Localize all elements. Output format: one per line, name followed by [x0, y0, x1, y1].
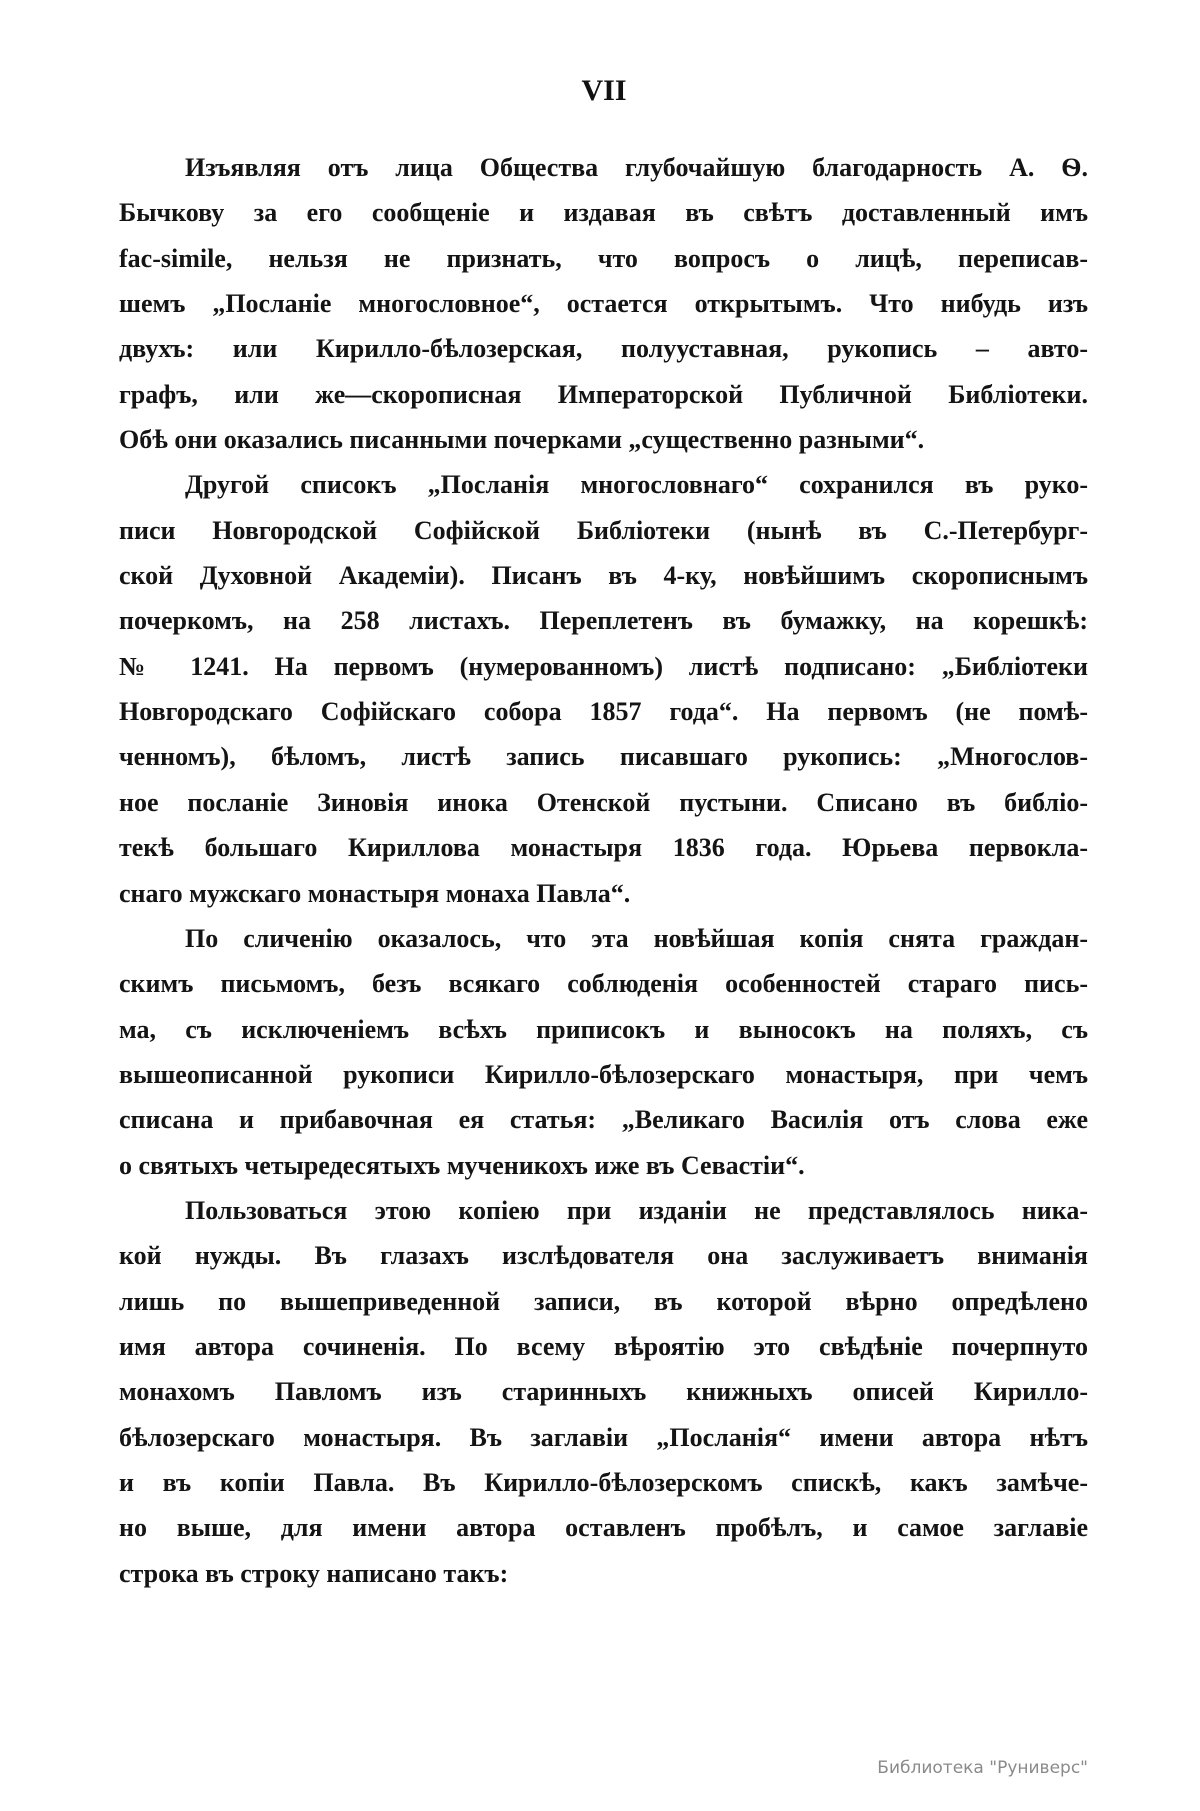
paragraph	[119, 1188, 1088, 1596]
text-line: о святыхъ четыредесятыхъ мученикохъ иже въ Севастіи“.	[119, 1150, 805, 1180]
text-line: Пользоваться этою копіею при изданіи не представлялось ника-	[185, 1195, 1088, 1225]
text-line: скимъ письмомъ, безъ всякаго соблюденія особенностей стараго пись-	[119, 969, 1088, 999]
text-line: имя автора сочиненія. По всему вѣроятію это свѣдѣніе почерпнуто	[119, 1331, 1088, 1361]
text-line: ченномъ), бѣломъ, листѣ запись писавшаго рукопись: „Многослов-	[119, 742, 1088, 772]
text-line: Изъявляя отъ лица Общества глубочайшую благодарность А. Ѳ.	[185, 153, 1088, 182]
text-line: ма, съ исключеніемъ всѣхъ приписокъ и выносокъ на поляхъ, съ	[119, 1014, 1088, 1044]
text-line: почеркомъ, на 258 листахъ. Переплетенъ въ бумажку, на корешкѣ:	[119, 606, 1088, 636]
text-line: бѣлозерскаго монастыря. Въ заглавіи „Посланія“ имени автора нѣтъ	[119, 1422, 1088, 1452]
text-line: По сличенію оказалось, что эта новѣйшая копія снята граждан-	[185, 923, 1088, 953]
text-line: двухъ: или Кирилло-бѣлозерская, полууставная, рукопись – авто-	[119, 334, 1088, 364]
text-line: шемъ „Посланіе многословное“, остается открытымъ. Что нибудь изъ	[119, 289, 1088, 319]
text-line: ской Духовной Академіи). Писанъ въ 4-ку, новѣйшимъ скорописнымъ	[119, 561, 1088, 591]
body-text	[119, 145, 1088, 1596]
text-line: графъ, или же—скорописная Императорской Публичной Библіотеки.	[119, 379, 1088, 409]
text-line: ное посланіе Зиновія инока Отенской пустыни. Списано въ библіо-	[119, 787, 1088, 817]
text-line: кой нужды. Въ глазахъ изслѣдователя она заслуживаетъ вниманія	[119, 1241, 1088, 1271]
text-line: № 1241. На первомъ (нумерованномъ) листѣ подписано: „Библіотеки	[119, 651, 1088, 681]
text-line: но выше, для имени автора оставленъ пробѣлъ, и самое заглавіе	[119, 1513, 1088, 1543]
paragraph	[119, 145, 1088, 462]
text-line: и въ копіи Павла. Въ Кирилло-бѣлозерскомъ спискѣ, какъ замѣче-	[119, 1467, 1088, 1497]
text-line: текѣ большаго Кириллова монастыря 1836 года. Юрьева первокла-	[119, 833, 1088, 863]
text-line: строка въ строку написано такъ:	[119, 1558, 509, 1588]
text-line: Обѣ они оказались писанными почерками „существенно разными“.	[119, 425, 925, 455]
page-number: VII	[581, 74, 627, 107]
library-watermark: Библиотека "Руниверс"	[877, 1758, 1088, 1778]
paragraph	[119, 916, 1088, 1188]
text-line: писи Новгородской Софійской Библіотеки (нынѣ въ С.-Петербург-	[119, 515, 1088, 545]
text-line: лишь по вышеприведенной записи, въ которой вѣрно опредѣлено	[119, 1286, 1088, 1316]
text-line: Бычкову за его сообщеніе и издавая въ свѣтъ доставленный имъ	[119, 198, 1088, 228]
text-line: списана и прибавочная ея статья: „Великаго Василія отъ слова еже	[119, 1105, 1088, 1135]
text-line: Новгородскаго Софійскаго собора 1857 года“. На первомъ (не помѣ-	[119, 697, 1088, 727]
paragraph	[119, 462, 1088, 915]
text-line: снаго мужскаго монастыря монаха Павла“.	[119, 878, 631, 908]
text-line: Другой списокъ „Посланія многословнаго“ сохранился въ руко-	[185, 470, 1088, 500]
text-line: монахомъ Павломъ изъ старинныхъ книжныхъ описей Кирилло-	[119, 1377, 1088, 1407]
text-line: fac-simile, нельзя не признать, что вопросъ о лицѣ, переписав-	[119, 243, 1088, 273]
text-line: вышеописанной рукописи Кирилло-бѣлозерскаго монастыря, при чемъ	[119, 1059, 1088, 1089]
